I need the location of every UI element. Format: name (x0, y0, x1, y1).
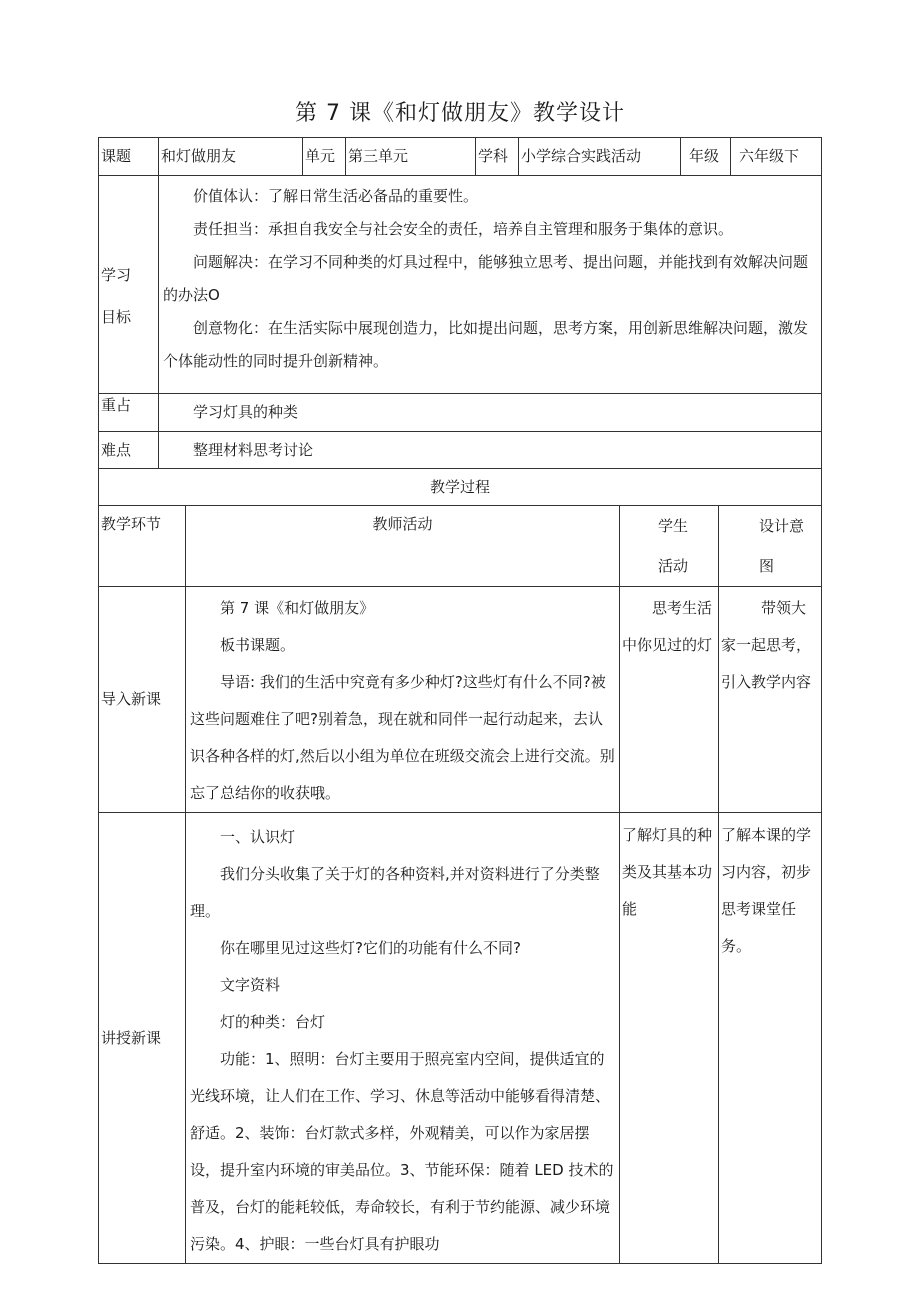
lecture-text-materials: 文字资料 (220, 976, 281, 994)
unit-value: 第三单元 (348, 147, 409, 165)
course-label-cell (99, 138, 159, 176)
intro-guide-text: 导语: 我们的生活中究竟有多少种灯?这些灯有什么不同?被这些问题难住了吧?别着急，现在就和同伴一起行动起来，去认识各种各样的灯,然后以小组为单位在班级交流会上进行交流。别忘了总结你的收获哦。 (190, 673, 615, 802)
lecture-stage: 讲授新课 (101, 1028, 162, 1047)
goals-content-cell (159, 176, 822, 394)
process-table (98, 468, 822, 1264)
key-point-value-cell (159, 394, 822, 432)
grade-label: 年级 (689, 147, 720, 165)
lecture-teacher-cell (186, 813, 620, 1264)
goals-label-line2: 目标 (101, 308, 132, 326)
lecture-materials-note: 我们分头收集了关于灯的各种资料,并对资料进行了分类整理。 (190, 865, 600, 920)
teacher-header: 教师活动 (372, 515, 433, 533)
lecture-lamp-type: 灯的种类：台灯 (220, 1013, 326, 1031)
lecture-student-cell (620, 813, 719, 1264)
goals-label-cell (99, 176, 159, 394)
lecture-section-title: 一、认识灯 (220, 828, 296, 846)
key-point-label-cell (99, 394, 159, 432)
grade-value: 六年级下 (739, 147, 800, 165)
stage-header: 教学环节 (101, 515, 162, 533)
lecture-student: 了解灯具的种类及其基本功能 (622, 826, 713, 918)
intro-intent: 带领大家一起思考，引入教学内容 (721, 599, 812, 691)
subject-label: 学科 (478, 147, 509, 165)
grade-value-cell (731, 138, 822, 176)
process-heading-cell (99, 469, 822, 506)
intro-stage: 导入新课 (101, 690, 162, 708)
subject-value-cell (519, 138, 681, 176)
intro-board-note: 板书课题。 (220, 636, 296, 654)
difficulty-value: 整理材料思考讨论 (193, 441, 314, 459)
student-header-cell (620, 506, 719, 587)
lecture-intent-cell (719, 813, 822, 1264)
lecture-intent: 了解本课的学习内容，初步思考课堂任务。 (721, 826, 812, 955)
info-table (98, 137, 822, 469)
unit-label-cell (303, 138, 346, 176)
intent-header: 设计意图 (759, 517, 805, 575)
key-point-value: 学习灯具的种类 (193, 403, 299, 421)
difficulty-label: 难点 (101, 441, 132, 459)
stage-header-cell (99, 506, 186, 587)
key-point-label: 重占 (101, 396, 132, 414)
intro-stage-cell (99, 587, 186, 813)
subject-label-cell (476, 138, 519, 176)
lecture-stage-cell (99, 813, 186, 1264)
course-value-cell (159, 138, 303, 176)
subject-value: 小学综合实践活动 (521, 147, 642, 165)
difficulty-label-cell (99, 432, 159, 469)
unit-value-cell (346, 138, 476, 176)
course-label: 课题 (101, 147, 132, 165)
unit-label: 单元 (305, 147, 336, 165)
goals-label-line1: 学习 (101, 266, 132, 284)
course-value: 和灯做朋友 (161, 147, 237, 165)
goal-value: 价值体认：了解日常生活必备品的重要性。 (193, 187, 479, 205)
goal-problem-solving: 问题解决：在学习不同种类的灯具过程中，能够独立思考、提出问题，并能找到有效解决问题的办法O (163, 253, 809, 304)
intro-teacher-cell (186, 587, 620, 813)
intro-intent-cell (719, 587, 822, 813)
intro-lesson-title: 第 7 课《和灯做朋友》 (220, 599, 375, 617)
intent-header-cell (719, 506, 822, 587)
lecture-question: 你在哪里见过这些灯?它们的功能有什么不同? (220, 939, 521, 957)
student-header: 学生活动 (658, 517, 689, 575)
teacher-header-cell (186, 506, 620, 587)
grade-label-cell (681, 138, 731, 176)
intro-student-cell (620, 587, 719, 813)
process-heading: 教学过程 (430, 478, 491, 496)
goal-creativity: 创意物化：在生活实际中展现创造力，比如提出问题，思考方案，用创新思维解决问题，激发个体能动性的同时提升创新精神。 (163, 319, 809, 370)
difficulty-value-cell (159, 432, 822, 469)
document-title: 第 7 课《和灯做朋友》教学设计 (295, 101, 625, 126)
lecture-lamp-functions: 功能：1、照明：台灯主要用于照亮室内空间，提供适宜的光线环境，让人们在工作、学习、休息等活动中能够看得清楚、舒适。2、装饰：台灯款式多样，外观精美，可以作为家居摆设，提升室内环境的审美品位。3、节能环保：随着 LED 技术的普及，台灯的能耗较低，寿命较长，有利于节约能源、减少环境污染。4、护眼：一些台灯具有护眼功 (190, 1050, 614, 1253)
goal-responsibility: 责任担当：承担自我安全与社会安全的责任，培养自主管理和服务于集体的意识。 (193, 220, 734, 238)
intro-student: 思考生活中你见过的灯 (622, 599, 713, 654)
